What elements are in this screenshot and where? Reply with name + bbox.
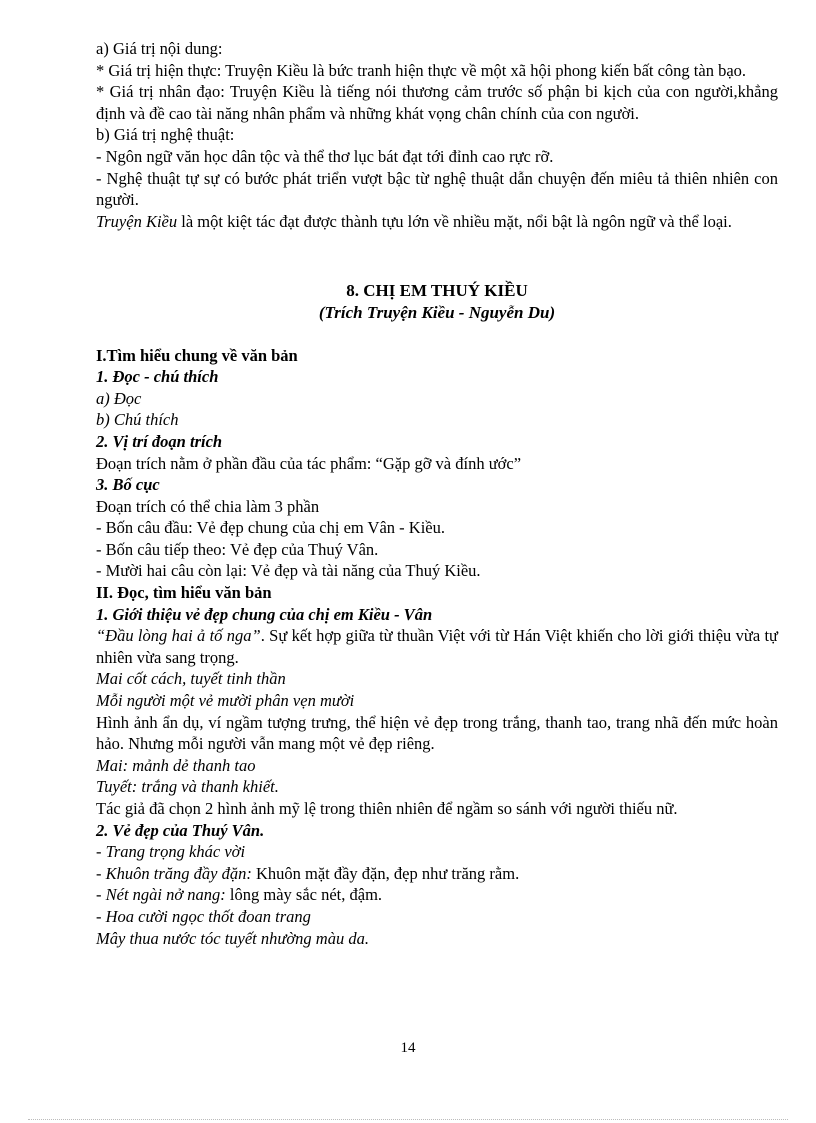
tuyet-note: Tuyết: trắng và thanh khiết. — [96, 777, 279, 797]
intro-quote-paragraph — [96, 625, 778, 668]
content-values-heading: a) Giá trị nội dung: — [96, 39, 223, 58]
summary-paragraph — [96, 211, 778, 233]
layout-part-3: - Mười hai câu còn lại: Vẻ đẹp và tài năng của Thuý Kiều. — [96, 561, 481, 581]
page-number: 14 — [400, 1040, 416, 1056]
summary-text: là một kiệt tác đạt được thành tựu lớn về nhiều mặt, nổi bật là ngôn ngữ và thể loại. — [177, 211, 732, 231]
layout-heading: 3. Bố cục — [96, 475, 160, 495]
position-heading: 2. Vị trí đoạn trích — [96, 431, 223, 451]
trang-trong-line: - Trang trọng khác vời — [96, 842, 246, 862]
work-title: Truyện Kiều — [96, 211, 178, 231]
author-choice-text: Tác giả đã chọn 2 hình ảnh mỹ lệ trong thiên nhiên để ngầm so sánh với người thiếu nữ. — [96, 799, 678, 818]
language-value: - Ngôn ngữ văn học dân tộc và thể thơ lục bát đạt tới đỉnh cao rực rỡ. — [96, 146, 554, 166]
document-page — [96, 38, 778, 949]
net-ngai-text: lông mày sắc nét, đậm. — [225, 885, 383, 905]
net-ngai-italic: - Nét ngài nở nang: — [96, 885, 226, 905]
section2-heading: II. Đọc, tìm hiểu văn bản — [96, 583, 272, 603]
may-thua-line: Mây thua nước tóc tuyết nhường màu da. — [96, 928, 369, 948]
read-annotate-heading: 1. Đọc - chú thích — [96, 367, 219, 387]
artistic-values-heading: b) Giá trị nghệ thuật: — [96, 125, 235, 145]
page-bottom-divider — [28, 1119, 788, 1120]
read-item: a) Đọc — [96, 388, 142, 408]
realism-value: * Giá trị hiện thực: Truyện Kiều là bức tranh hiện thực về một xã hội phong kiến bất công tàn bạo. — [96, 60, 747, 80]
common-beauty-heading: 1. Giới thiệu vẻ đẹp chung của chị em Kiều - Vân — [96, 604, 433, 624]
layout-part-2: - Bốn câu tiếp theo: Vẻ đẹp của Thuý Vân. — [96, 539, 379, 559]
annotation-item: b) Chú thích — [96, 410, 179, 430]
lesson-subtitle: (Trích Truyện Kiều - Nguyễn Du) — [318, 302, 556, 322]
mai-note: Mai: mảnh dẻ thanh tao — [96, 755, 256, 775]
verse-line-1: Mai cốt cách, tuyết tinh thần — [96, 669, 286, 689]
hoa-cuoi-line: - Hoa cười ngọc thốt đoan trang — [96, 906, 311, 926]
intro-quote: “Đầu lòng hai ả tố nga” — [96, 626, 261, 646]
net-ngai-line — [96, 884, 778, 906]
position-text: Đoạn trích nằm ở phần đầu của tác phẩm: “Gặp gỡ và đính ước” — [96, 453, 522, 473]
khuon-trang-italic: - Khuôn trăng đầy đặn: — [96, 863, 252, 883]
intro-quote-text: . Sự kết hợp giữa từ thuần Việt với từ Hán Việt khiến cho lời giới thiệu vừa tự nhiên vừa sang trọng. — [96, 626, 778, 667]
section1-heading: I.Tìm hiểu chung về văn bản — [96, 345, 298, 365]
verse-line-2: Mỗi người một vẻ mười phân vẹn mười — [96, 691, 355, 711]
thuy-van-heading: 2. Vẻ đẹp của Thuý Vân. — [96, 820, 265, 840]
humanist-value: * Giá trị nhân đạo: Truyện Kiều là tiếng nói thương cảm trước số phận bi kịch của con người,khẳng định và đề cao tài năng nhân phẩm và những khát vọng chân chính của con người. — [96, 82, 778, 123]
metaphor-text: Hình ảnh ẩn dụ, ví ngầm tượng trưng, thể hiện vẻ đẹp trong trắng, thanh tao, trang nhã đến mức hoàn hảo. Nhưng mỗi người vẫn mang một vẻ đẹp riêng. — [96, 712, 778, 754]
layout-part-1: - Bốn câu đầu: Vẻ đẹp chung của chị em Vân - Kiều. — [96, 518, 445, 538]
narrative-value: - Nghệ thuật tự sự có bước phát triển vượt bậc từ nghệ thuật dẫn chuyện đến miêu tả thiên nhiên con người. — [96, 168, 778, 210]
lesson-title: 8. CHỊ EM THUÝ KIỀU — [346, 281, 528, 301]
khuon-trang-text: Khuôn mặt đầy đặn, đẹp như trăng rằm. — [251, 863, 520, 883]
khuon-trang-line — [96, 863, 778, 885]
layout-text: Đoạn trích có thể chia làm 3 phần — [96, 496, 320, 516]
